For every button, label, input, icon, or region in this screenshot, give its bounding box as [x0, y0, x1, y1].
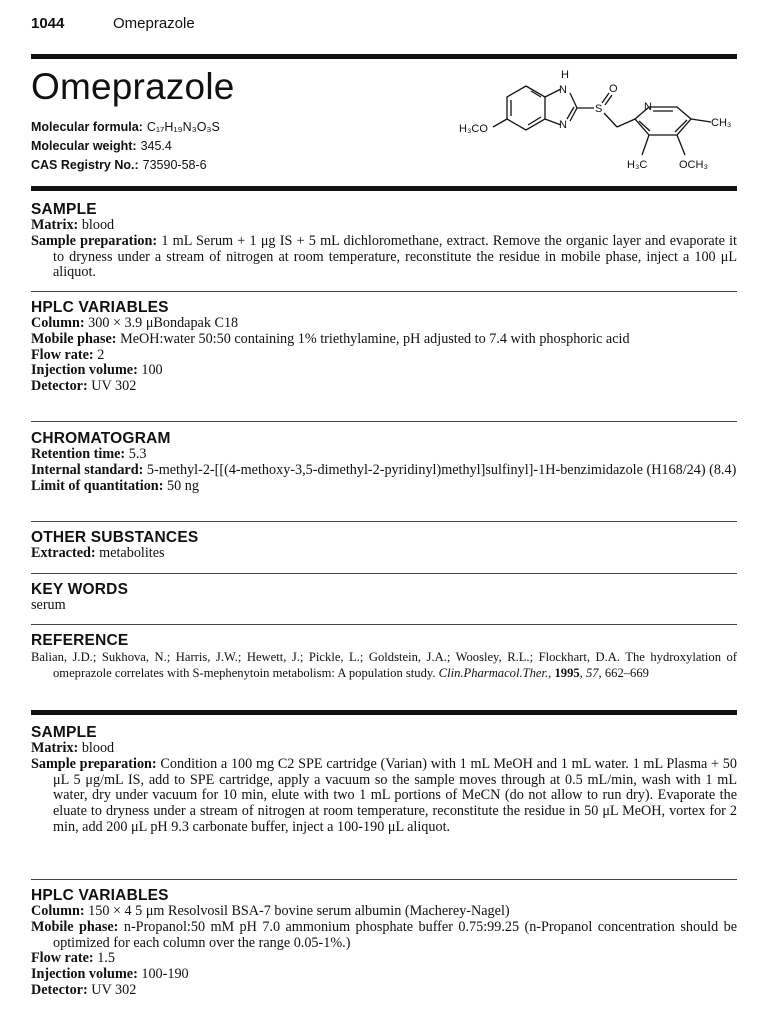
chromatogram-section [31, 430, 737, 494]
molecular-formula-row [31, 120, 220, 134]
structure-s-label: S [595, 103, 603, 115]
section-divider [31, 421, 737, 422]
sample-section-1 [31, 201, 737, 281]
drug-title: Omeprazole [31, 66, 235, 107]
entry-separator-rule [31, 710, 737, 715]
section-heading: HPLC VARIABLES [31, 887, 169, 904]
running-head [31, 15, 195, 32]
other-substances-section [31, 529, 737, 562]
column-field: Column: 150 × 4 5 μm Resolvosil BSA-7 bovine serum albumin (Macherey-Nagel) [31, 903, 510, 919]
matrix-field: Matrix: blood [31, 740, 115, 756]
hplc-section-2 [31, 887, 737, 999]
sample-prep-field: Sample preparation: Condition a 100 mg C2 SPE cartridge (Varian) with 1 mL MeOH and 1 mL water. 1 mL Plasma + 50 μL 5 μg/mL IS, add to SPE cartridge, apply a vacuum so the sample moves through at 0.5 mL/min, wash with 1 mL water, dry under vacuum for 10 min, elute with two 1 mL portions of MeCN (do not allow to run dry). Evaporate the eluate to dryness under a stream of nitrogen at room temperature, reconstitute the residue in 50 μL MeOH, vortex for 2 min, add 200 μL pH 9.3 carbonate buffer, inject a 100-190 μL aliquot. [31, 755, 737, 835]
reference-pages: 662–669 [604, 666, 649, 680]
structure-h3c-label: H₃C [627, 159, 648, 171]
retention-time-field: Retention time: 5.3 [31, 446, 147, 462]
chemical-structure [439, 66, 739, 178]
section-divider [31, 291, 737, 292]
reference-year: 1995 [554, 666, 580, 680]
header-rule [31, 54, 737, 59]
loq-field: Limit of quantitation: 50 ng [31, 477, 199, 494]
key-words-value: serum [31, 597, 66, 613]
section-heading: SAMPLE [31, 201, 97, 218]
sample-prep-field: Sample preparation: 1 mL Serum + 1 μg IS + 5 mL dichloromethane, extract. Remove the organic layer and evaporate it to dryness under a stream of nitrogen at room temperature, reconstitute the residue in mobile phase, inject a 100 μL aliquot. [31, 232, 737, 281]
sample-section-2 [31, 724, 737, 836]
structure-n3-label: N [644, 101, 652, 113]
key-words-section [31, 581, 737, 614]
internal-standard-field: Internal standard: 5-methyl-2-[[(4-methoxy-3,5-dimethyl-2-pyridinyl)methyl]sulfinyl]-1H-benzimidazole (H168/24) (8.4) [31, 461, 737, 478]
mobile-phase-field: Mobile phase: n-Propanol:50 mM pH 7.0 ammonium phosphate buffer 0.75:99.25 (n-Propanol concentration should be optimized for each column over the range 0.05-1%.) [31, 918, 737, 951]
injection-volume-field: Injection volume: 100-190 [31, 966, 189, 983]
column-field: Column: 300 × 3.9 μBondapak C18 [31, 315, 239, 331]
hplc-section-1 [31, 299, 737, 395]
detector-field: Detector: UV 302 [31, 378, 137, 395]
structure-n2-label: N [559, 119, 567, 131]
title-block-rule [31, 186, 737, 191]
section-heading: HPLC VARIABLES [31, 299, 169, 316]
weight-value: 345.4 [140, 139, 172, 153]
page-number: 1044 [31, 15, 65, 32]
section-divider [31, 624, 737, 625]
cas-row [31, 158, 207, 172]
structure-och3-label: OCH₃ [679, 159, 708, 171]
injection-volume-field: Injection volume: 100 [31, 362, 163, 379]
reference-volume: 57 [585, 666, 599, 680]
mobile-phase-field: Mobile phase: MeOH:water 50:50 containing 1% triethylamine, pH adjusted to 7.4 with phosphoric acid [31, 330, 630, 347]
structure-o-label: O [609, 83, 618, 95]
matrix-field: Matrix: blood [31, 217, 115, 233]
section-heading: REFERENCE [31, 632, 129, 649]
section-divider [31, 521, 737, 522]
cas-value: 73590-58-6 [142, 158, 207, 172]
flow-rate-field: Flow rate: 1.5 [31, 950, 115, 967]
journal-name: Clin.Pharmacol.Ther. [438, 666, 549, 680]
molecular-weight-row [31, 139, 172, 153]
reference-section [31, 632, 737, 681]
formula-label: Molecular formula: [31, 120, 143, 134]
section-heading: KEY WORDS [31, 581, 129, 598]
running-title: Omeprazole [113, 15, 195, 32]
structure-h3co-label: H₃CO [459, 123, 488, 135]
structure-n1-label: N [559, 84, 567, 96]
section-divider [31, 879, 737, 880]
structure-ch3-label: CH₃ [711, 117, 732, 129]
detector-field: Detector: UV 302 [31, 981, 137, 998]
section-heading: SAMPLE [31, 724, 97, 741]
structure-h-label: H [561, 69, 569, 81]
formula-value: C₁₇H₁₉N₃O₃S [146, 120, 220, 134]
section-heading: CHROMATOGRAM [31, 430, 171, 447]
weight-label: Molecular weight: [31, 139, 137, 153]
section-divider [31, 573, 737, 574]
cas-label: CAS Registry No.: [31, 158, 139, 172]
extracted-field: Extracted: metabolites [31, 545, 165, 561]
flow-rate-field: Flow rate: 2 [31, 346, 105, 363]
section-heading: OTHER SUBSTANCES [31, 529, 199, 546]
reference-citation: Balian, J.D.; Sukhova, N.; Harris, J.W.; Hewett, J.; Pickle, L.; Goldstein, J.A.; Woosley, R.L.; Flockhart, D.A. The hydroxylation of omeprazole correlates with S-mephenytoin metabolism: A population study. Clin.Pharmacol.Ther., 1995, 57, 662–669 [31, 650, 737, 680]
